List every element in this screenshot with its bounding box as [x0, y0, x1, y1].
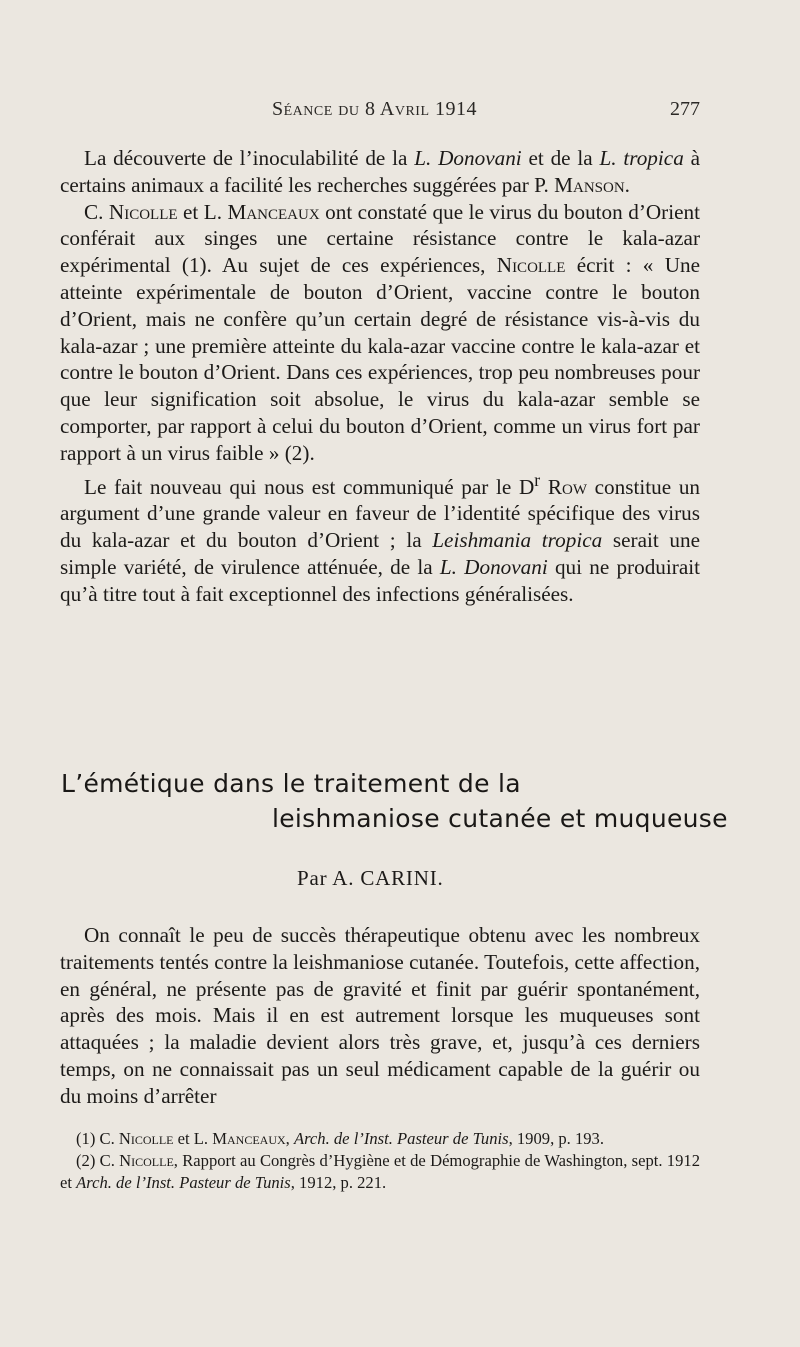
italic-run: L. Donovani [439, 555, 548, 580]
text-run: , 1909, p. 193. [508, 1129, 604, 1148]
paragraph [60, 467, 700, 608]
running-title: Séance du 8 Avril 1914 [272, 98, 478, 120]
small-caps-name: Nicolle [118, 1129, 174, 1148]
author-byline: Par A. CARINI. [297, 866, 444, 890]
small-caps-name: Manceaux [212, 1129, 286, 1148]
small-caps-name: Nicolle [496, 253, 566, 278]
text-run: serait une simple variété, de virulence atténuée, de la [60, 528, 700, 580]
text-run: , 1912, p. 221. [290, 1173, 387, 1192]
text-run: et L. [173, 1129, 213, 1148]
paragraph [60, 922, 700, 1110]
paragraph [60, 1128, 700, 1150]
footnotes [60, 1128, 700, 1194]
italic-run: Arch. de l’Inst. Pasteur de Tunis [76, 1173, 291, 1192]
small-caps-name: Row [547, 474, 587, 499]
text-run: , Rapport au Congrès d’Hygiène et de Démographie de Washington, sept. 1912 et [60, 1151, 700, 1192]
text-run: constitue un argument d’une grande valeur en faveur de l’identité spécifique des virus du kala-azar et du bouton d’Orient ; la [60, 474, 701, 553]
text-run: (2) C. [76, 1151, 120, 1170]
text-run: écrit : « Une atteinte expérimentale de bouton d’Orient, vaccine contre le bouton d’Orient, mais ne confère qu’un certain degré de résistance vis-à-vis du kala-azar ; une première atteinte du kala-azar vaccine contre le kala-azar et contre le bouton d’Orient. Dans ces expériences, trop peu nombreuses pour que leur signification soit absolue, le virus du kala-azar semble se comporter, par rapport à celui du bouton d’Orient, comme un virus fort par rapport à un virus faible » (2). [60, 253, 700, 465]
section-1-text [60, 145, 700, 608]
text-run: et de la [521, 146, 600, 170]
small-caps-name: Nicolle [108, 199, 178, 224]
page-number: 277 [670, 98, 700, 120]
text-run: C. [84, 199, 109, 224]
small-caps-name: Nicolle [119, 1151, 174, 1170]
section-2-text [60, 922, 700, 1110]
text-run: et L. [177, 199, 228, 224]
text-run: à certains animaux a facilité les recherches suggérées par P. [60, 146, 701, 197]
italic-run: Arch. de l’Inst. Pasteur de Tunis [293, 1129, 509, 1148]
text-run: ont constaté que le virus du bouton d’Orient conférait aux singes une certaine résistance contre le kala-azar expérimental (1). Au sujet de ces expériences, [60, 199, 700, 278]
section-title-line-1: L’émétique dans le traitement de la [61, 769, 521, 798]
section-title-line-2: leishmaniose cutanée et muqueuse [272, 804, 728, 833]
page-header [0, 98, 800, 128]
italic-run: L. tropica [599, 146, 684, 170]
italic-run: L. Donovani [414, 146, 522, 170]
text-run: , [285, 1129, 294, 1148]
paragraph [60, 199, 700, 467]
italic-run: Leishmania tropica [432, 528, 603, 553]
text-run [540, 475, 548, 499]
paragraph [60, 145, 700, 199]
small-caps-name: Manceaux [227, 199, 320, 224]
small-caps-name: Manson [554, 172, 625, 197]
text-run: La découverte de l’inoculabilité de la [84, 146, 415, 170]
text-run: . [624, 172, 630, 197]
text-run: On connaît le peu de succès thérapeutique obtenu avec les nombreux traitements tentés contre la leishmaniose cutanée. Toutefois, cette affection, en général, ne présente pas de gravité et finit par guérir spontanément, après des mois. Mais il en est autrement lorsque les muqueuses sont attaquées ; la maladie devient alors très grave, et, jusqu’à ces derniers temps, on ne connaissait pas un seul médicament capable de la guérir ou du moins d’arrêter [60, 923, 700, 1108]
text-run: qui ne produirait qu’à titre tout à fait exceptionnel des infections généralisées. [60, 555, 701, 606]
paragraph [60, 1150, 700, 1194]
superscript: r [534, 469, 541, 490]
text-run: Le fait nouveau qui nous est communiqué par le D [84, 474, 535, 499]
text-run: (1) C. [76, 1129, 119, 1148]
